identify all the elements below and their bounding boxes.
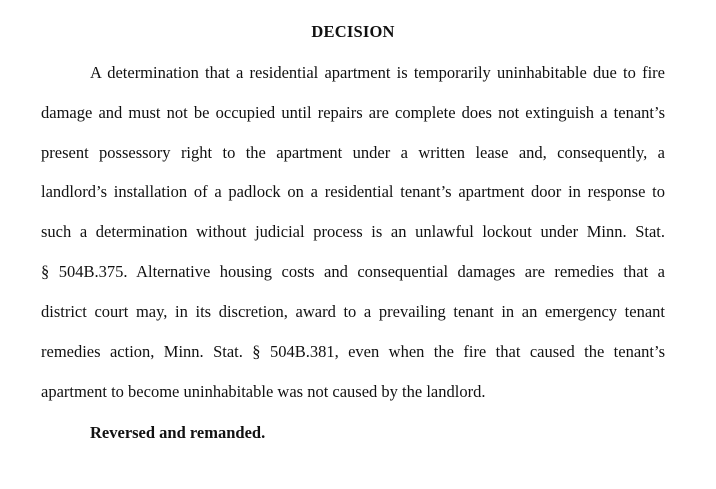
paragraph-line: present possessory right to the apartment under a written lease and, consequently, a — [41, 143, 665, 162]
decision-heading: DECISION — [311, 22, 395, 41]
disposition-text: Reversed and remanded. — [90, 423, 266, 442]
paragraph-line: A determination that a residential apartment is temporarily uninhabitable due to fire — [90, 63, 665, 82]
paragraph-line: § 504B.375. Alternative housing costs and consequential damages are remedies that a — [41, 262, 665, 281]
paragraph-line: apartment to become uninhabitable was not caused by the landlord. — [41, 382, 486, 401]
paragraph-line: such a determination without judicial process is an unlawful lockout under Minn. Stat. — [41, 222, 665, 241]
paragraph-line: damage and must not be occupied until repairs are complete does not extinguish a tenant’s — [41, 103, 665, 122]
paragraph-line: landlord’s installation of a padlock on a residential tenant’s apartment door in response to — [41, 182, 665, 201]
paragraph-line: remedies action, Minn. Stat. § 504B.381, even when the fire that caused the tenant’s — [41, 342, 665, 361]
paragraph-line: district court may, in its discretion, award to a prevailing tenant in an emergency tenant — [41, 302, 665, 321]
